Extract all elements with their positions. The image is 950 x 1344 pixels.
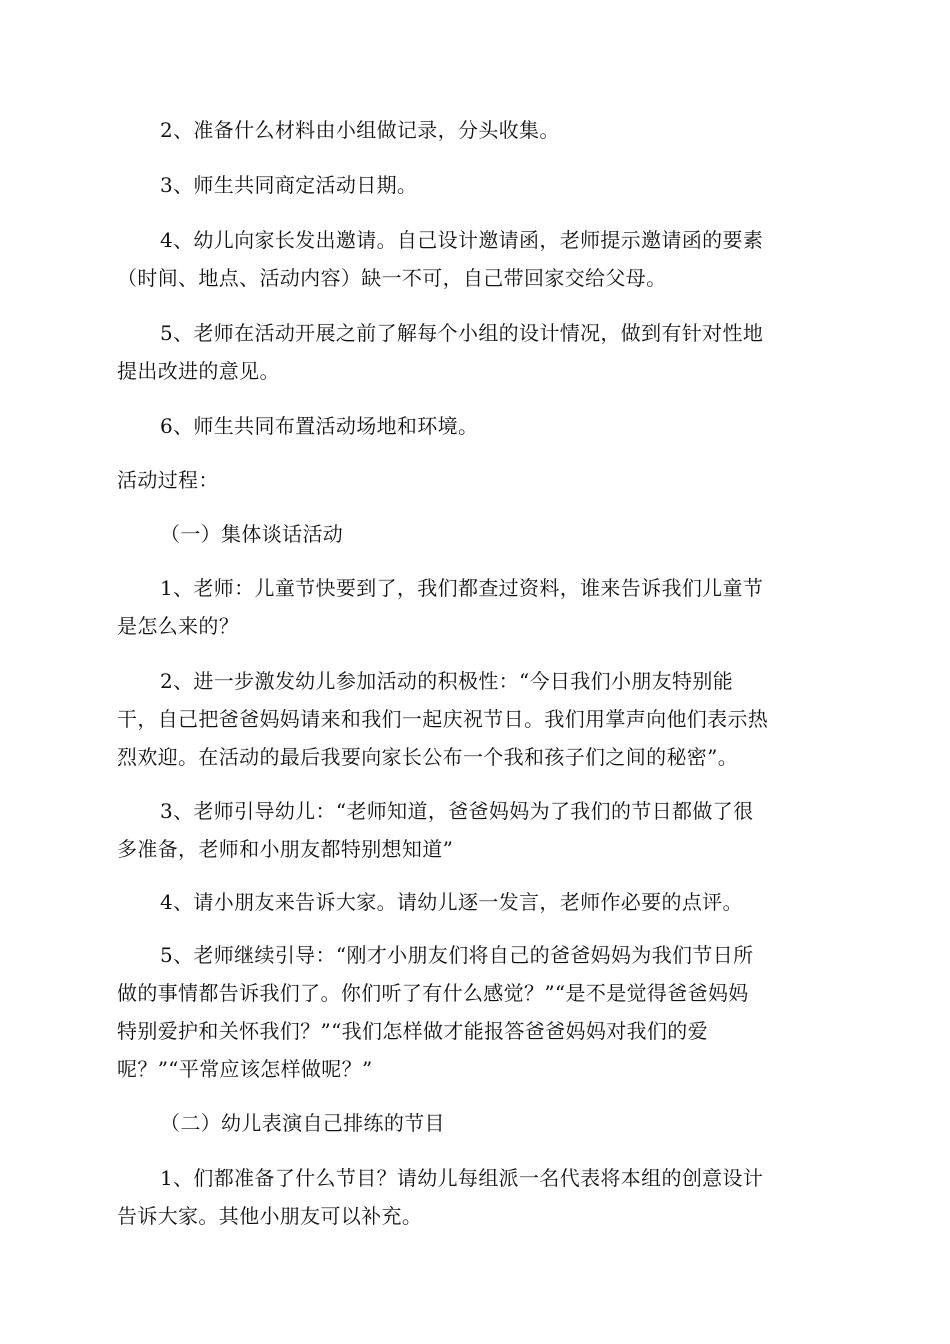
paragraph-line: 4、请小朋友来告诉大家。请幼儿逐一发言，老师作必要的点评。 — [160, 890, 743, 914]
section-heading: 活动过程： — [117, 468, 219, 492]
paragraph-line: 做的事情都告诉我们了。你们听了有什么感觉？”“是不是觉得爸爸妈妈 — [117, 981, 749, 1005]
paragraph-line: 是怎么来的？ — [117, 614, 240, 638]
paragraph-line: 特别爱护和关怀我们？”“我们怎样做才能报答爸爸妈妈对我们的爱 — [117, 1019, 708, 1043]
paragraph-line: 1、老师：儿童节快要到了，我们都查过资料，谁来告诉我们儿童节 — [160, 576, 764, 600]
paragraph-line: 提出改进的意见。 — [117, 359, 280, 383]
paragraph-line: 干，自己把爸爸妈妈请来和我们一起庆祝节日。我们用掌声向他们表示热 — [117, 707, 769, 731]
paragraph-line: 烈欢迎。在活动的最后我要向家长公布一个我和孩子们之间的秘密”。 — [117, 745, 739, 769]
subsection-heading: （一）集体谈话活动 — [160, 522, 344, 546]
paragraph-line: 告诉大家。其他小朋友可以补充。 — [117, 1204, 423, 1228]
paragraph-line: 6、师生共同布置活动场地和环境。 — [160, 414, 479, 438]
paragraph-line: 2、准备什么材料由小组做记录，分头收集。 — [160, 118, 560, 142]
paragraph-line: 4、幼儿向家长发出邀请。自己设计邀请函，老师提示邀请函的要素 — [160, 228, 764, 252]
paragraph-line: 3、老师引导幼儿：“老师知道，爸爸妈妈为了我们的节日都做了很 — [160, 799, 754, 823]
paragraph-line: 5、老师在活动开展之前了解每个小组的设计情况，做到有针对性地 — [160, 321, 764, 345]
paragraph-line: （时间、地点、活动内容）缺一不可，自己带回家交给父母。 — [117, 266, 667, 290]
paragraph-line: 5、老师继续引导：“刚才小朋友们将自己的爸爸妈妈为我们节日所 — [160, 943, 754, 967]
paragraph-line: 2、进一步激发幼儿参加活动的积极性：“今日我们小朋友特别能 — [160, 669, 734, 693]
paragraph-line: 3、师生共同商定活动日期。 — [160, 173, 418, 197]
paragraph-line: 多准备，老师和小朋友都特别想知道” — [117, 837, 454, 861]
paragraph-line: 呢？”“平常应该怎样做呢？” — [117, 1057, 373, 1081]
paragraph-line: 1、们都准备了什么节目？请幼儿每组派一名代表将本组的创意设计 — [160, 1166, 764, 1190]
subsection-heading: （二）幼儿表演自己排练的节目 — [160, 1111, 445, 1135]
